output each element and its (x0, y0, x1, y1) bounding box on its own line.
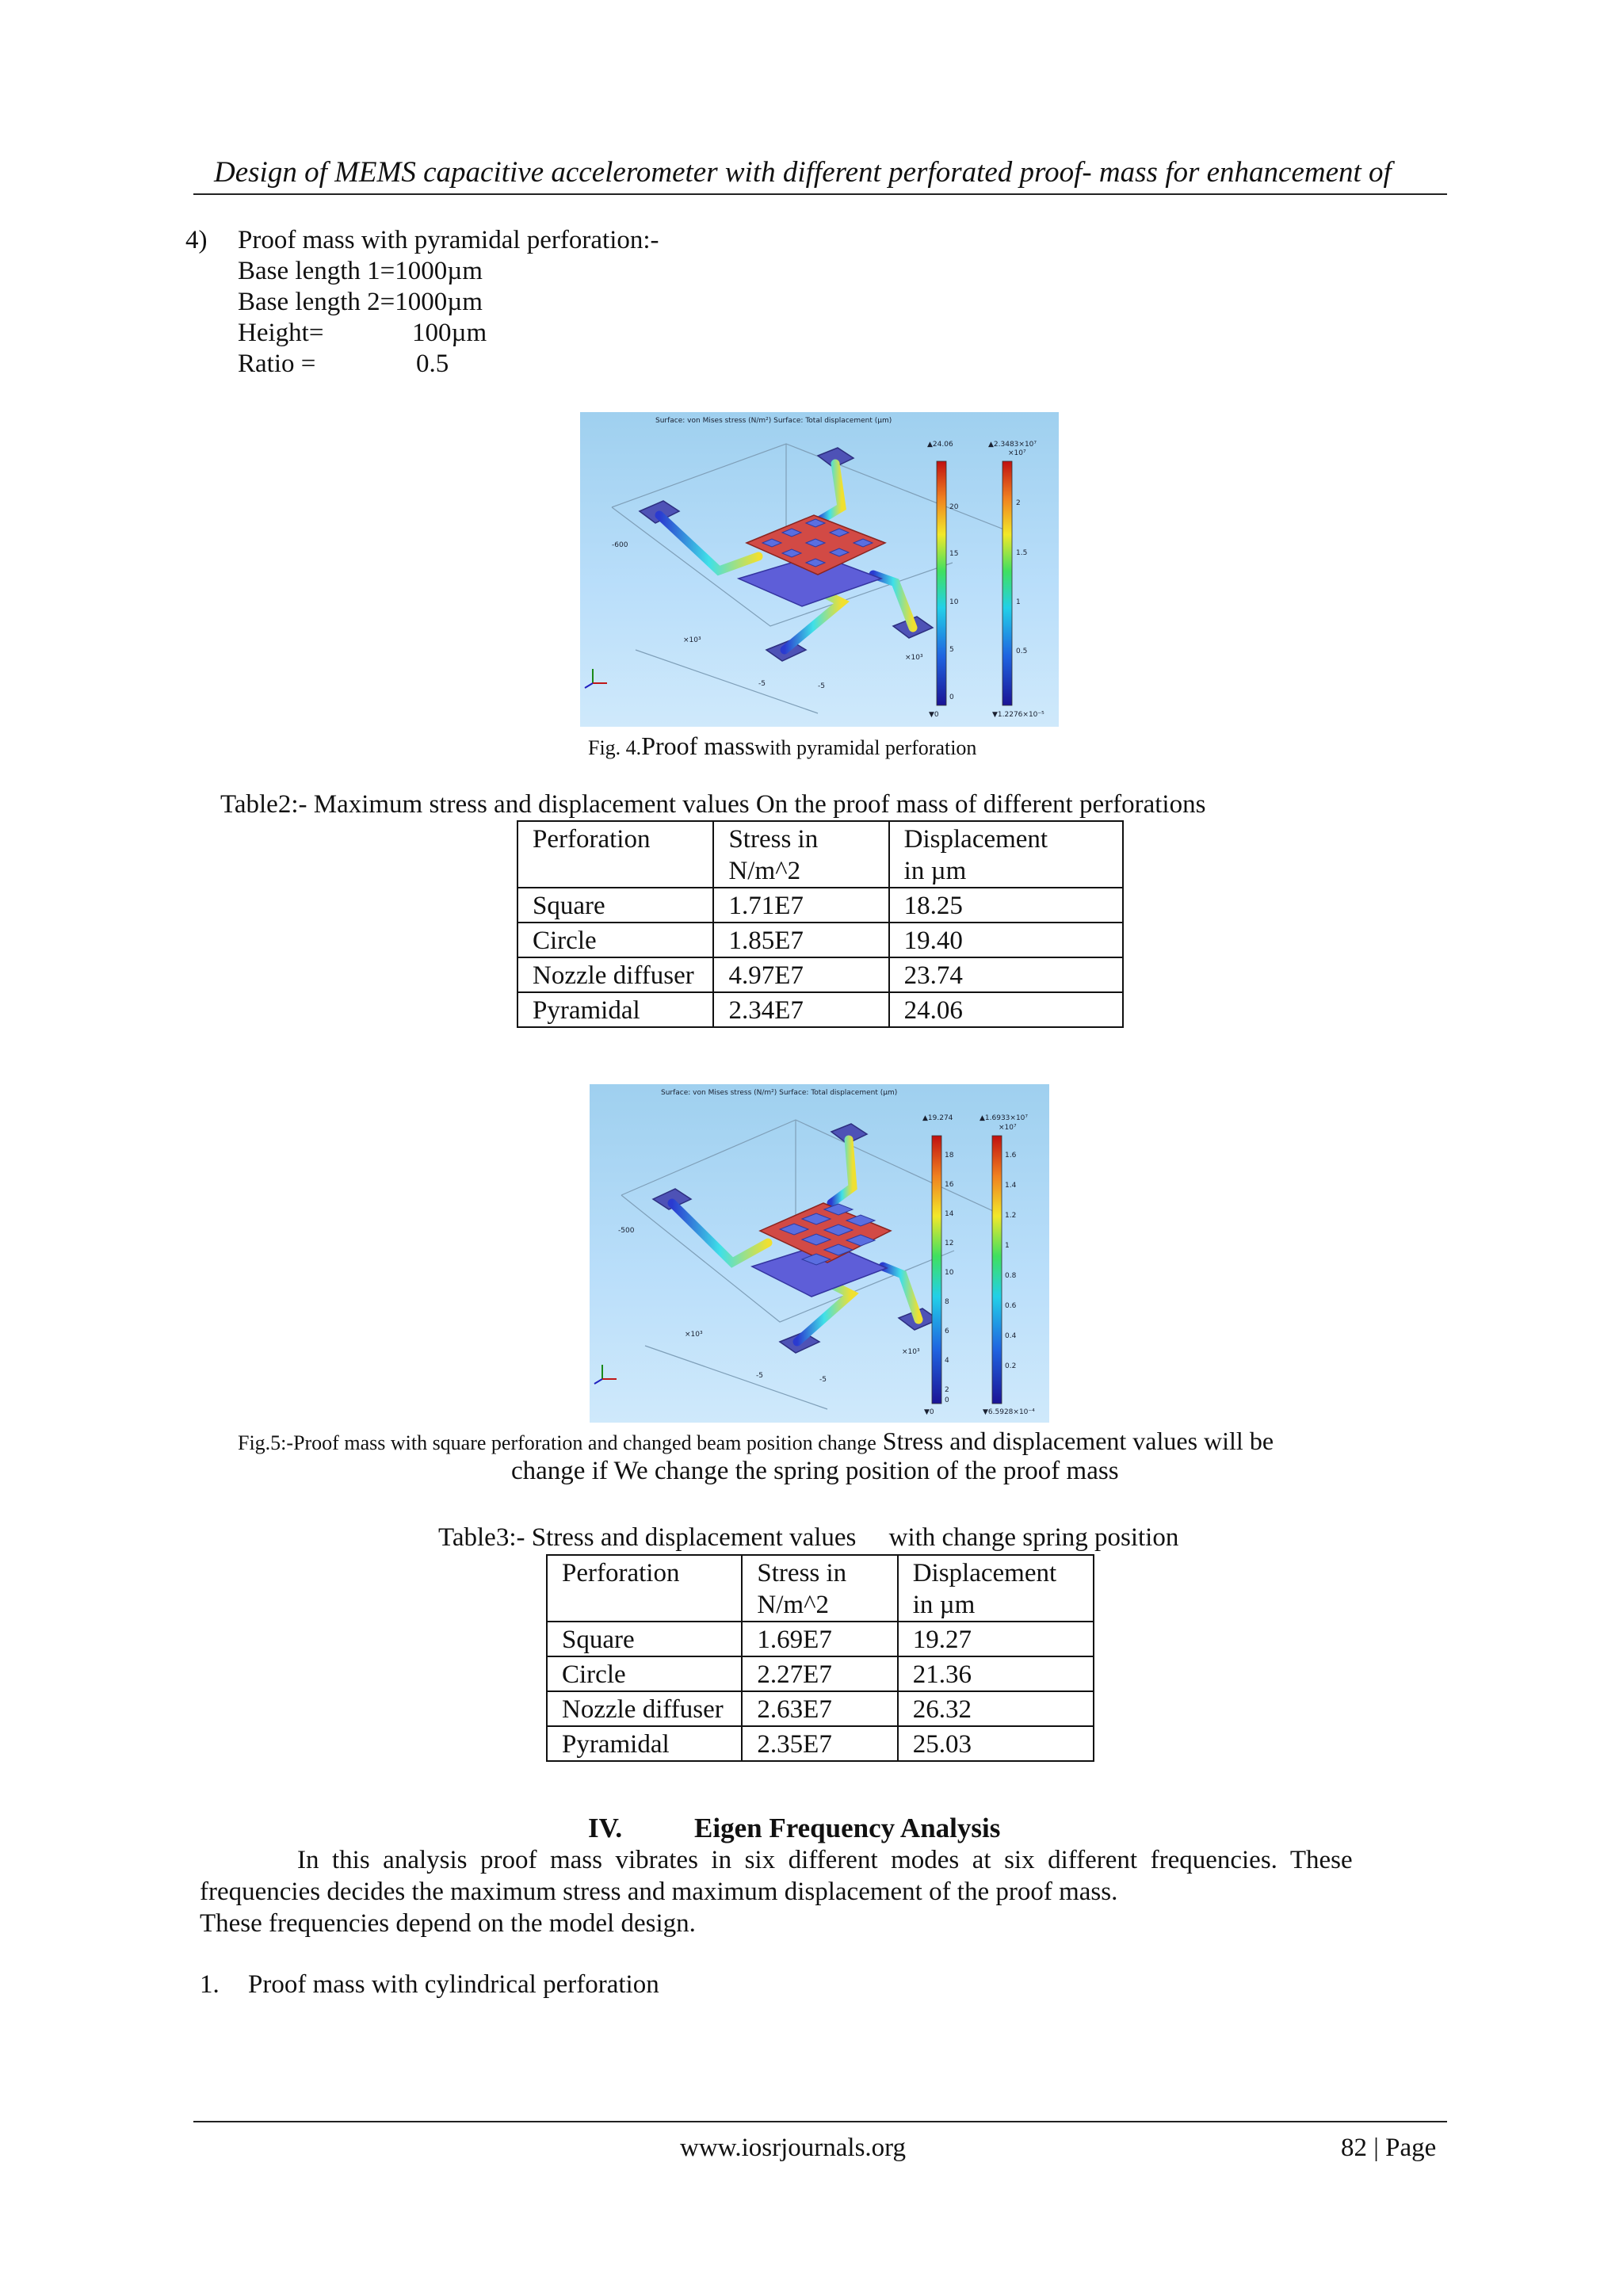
table3-caption: Table3:- Stress and displacement values with change spring position (438, 1523, 1179, 1552)
fig5-stress-tick: 2 (945, 1386, 949, 1394)
fig5-disp-mult: ×10⁷ (999, 1124, 1017, 1132)
header-rule (193, 193, 1447, 195)
fig4-axis-label: ×10³ (905, 654, 923, 662)
table2 (517, 820, 1124, 1028)
fig4-disp-tick: 1 (1016, 598, 1021, 606)
table-cell: 2.27E7 (742, 1656, 897, 1691)
fig5-caption-small: Fig.5:-Proof mass with square perforation and changed beam position change (238, 1431, 876, 1454)
table-row (517, 923, 1123, 957)
fig5-stress-tick: 16 (945, 1181, 954, 1189)
fig4-render (580, 412, 1059, 727)
fig5-disp-tick: 1.6 (1005, 1152, 1017, 1159)
table-row (547, 1726, 1094, 1761)
running-header: Design of MEMS capacitive accelerometer with different perforated proof- mass for enhancement of (214, 156, 1392, 189)
table-cell: 23.74 (889, 957, 1123, 992)
fig4-axis-label: -600 (612, 541, 628, 549)
fig4-caption-big: Proof mass (641, 732, 755, 760)
table-cell: 21.36 (898, 1656, 1094, 1691)
fig4-disp-tick: 2 (1016, 499, 1021, 507)
fig4-stress-min: ▼0 (929, 711, 939, 719)
fig4-stress-tick: 10 (949, 598, 959, 606)
param-value: 100µm (412, 319, 487, 347)
param-label: Base length 2=1000µm (238, 288, 483, 316)
fig4-disp-min: ▼1.2276×10⁻⁵ (992, 711, 1044, 719)
table-cell: 2.35E7 (742, 1726, 897, 1761)
table-cell: 25.03 (898, 1726, 1094, 1761)
table-header-row (547, 1555, 1094, 1622)
table-cell: Nozzle diffuser (517, 957, 713, 992)
fig5-stress-tick: 0 (945, 1396, 949, 1404)
fig5-render (590, 1084, 1049, 1423)
fig5-stress-tick: 14 (945, 1210, 954, 1218)
section-paragraph-line: In this analysis proof mass vibrates in six different modes at six different frequencies. These (297, 1846, 1353, 1874)
table-header-cell: Perforation (517, 821, 713, 888)
table-row (517, 957, 1123, 992)
fig4-stress-max: ▲24.06 (927, 441, 953, 449)
fig5-disp-tick: 1.2 (1005, 1212, 1017, 1220)
table-header-cell: Displacement in µm (898, 1555, 1094, 1622)
footer-page: 82 | Page (1341, 2134, 1437, 2162)
table-header-cell: Perforation (547, 1555, 742, 1622)
table2-caption: Table2:- Maximum stress and displacement values On the proof mass of different perforations (220, 790, 1206, 819)
item1-number: 1. (200, 1970, 220, 1999)
figure-5-caption (238, 1427, 1274, 1456)
table-cell: 24.06 (889, 992, 1123, 1027)
fig5-stress-tick: 4 (945, 1357, 949, 1365)
fig4-stress-tick: 5 (949, 646, 954, 654)
table-row (547, 1656, 1094, 1691)
fig5-stress-tick: 6 (945, 1328, 949, 1335)
param-label: Base length 1=1000µm (238, 257, 483, 285)
fig5-disp-tick: 1 (1005, 1242, 1010, 1250)
table-row (517, 888, 1123, 923)
table-row (547, 1691, 1094, 1726)
fig5-disp-tick: 1.4 (1005, 1182, 1017, 1190)
fig4-disp-tick: 1.5 (1016, 549, 1028, 557)
table-header-cell: Displacement in µm (889, 821, 1123, 888)
section-paragraph-line: frequencies decides the maximum stress and maximum displacement of the proof mass. (200, 1878, 1118, 1906)
fig5-caption-line2: change if We change the spring position of the proof mass (511, 1457, 1119, 1485)
fig5-disp-max: ▲1.6933×10⁷ (980, 1114, 1029, 1122)
fig4-disp-mult: ×10⁷ (1008, 449, 1026, 457)
item1-title: Proof mass with cylindrical perforation (248, 1970, 659, 1999)
table3 (546, 1554, 1094, 1762)
table-cell: Square (547, 1622, 742, 1656)
fig4-axis-label: -5 (818, 682, 825, 690)
item4-title: Proof mass with pyramidal perforation:- (238, 226, 659, 254)
table-cell: Square (517, 888, 713, 923)
fig4-disp-tick: 0.5 (1016, 648, 1028, 655)
section-paragraph-line: These frequencies depend on the model design. (200, 1909, 696, 1938)
fig4-axis-label: -5 (758, 680, 766, 688)
table-cell: Circle (547, 1656, 742, 1691)
fig5-axis-label: -5 (819, 1376, 827, 1384)
fig4-caption-prefix: Fig. 4. (588, 736, 642, 759)
param-label: Height= (238, 319, 324, 347)
table-cell: 18.25 (889, 888, 1123, 923)
table-cell: 1.69E7 (742, 1622, 897, 1656)
fig4-stress-tick: 15 (949, 550, 959, 558)
figure-5-simulation (590, 1084, 1049, 1423)
fig5-axis-label: -500 (618, 1227, 635, 1235)
fig5-axis-label: -5 (756, 1372, 763, 1380)
table-cell: 1.85E7 (713, 923, 888, 957)
fig5-stress-min: ▼0 (924, 1408, 934, 1416)
fig4-caption-rest: with pyramidal perforation (754, 736, 977, 759)
table-cell: Circle (517, 923, 713, 957)
section-number: IV. (588, 1813, 623, 1843)
section-title: Eigen Frequency Analysis (694, 1813, 1001, 1843)
table-row (547, 1622, 1094, 1656)
fig5-stress-tick: 12 (945, 1240, 954, 1247)
fig5-stress-tick: 10 (945, 1269, 954, 1277)
table-cell: Nozzle diffuser (547, 1691, 742, 1726)
fig4-surface-title: Surface: von Mises stress (N/m²) Surface: Total displacement (µm) (655, 417, 892, 425)
fig5-caption-big: Stress and displacement values will be (876, 1427, 1274, 1455)
table-cell: Pyramidal (547, 1726, 742, 1761)
fig5-disp-tick: 0.6 (1005, 1302, 1017, 1310)
table-row (517, 992, 1123, 1027)
table-header-row (517, 821, 1123, 888)
table-cell: 1.71E7 (713, 888, 888, 923)
fig5-disp-tick: 0.2 (1005, 1362, 1017, 1370)
fig5-stress-tick: 8 (945, 1298, 949, 1306)
table-cell: 2.63E7 (742, 1691, 897, 1726)
fig5-axis-label: ×10³ (685, 1331, 703, 1339)
table-cell: 19.27 (898, 1622, 1094, 1656)
param-value: 0.5 (416, 350, 449, 378)
table-cell: 2.34E7 (713, 992, 888, 1027)
fig5-disp-tick: 0.8 (1005, 1272, 1017, 1280)
footer-url: www.iosrjournals.org (680, 2134, 907, 2162)
footer-rule (193, 2121, 1447, 2122)
table-header-cell: Stress in N/m^2 (742, 1555, 897, 1622)
fig4-stress-tick: 0 (949, 693, 954, 701)
param-label: Ratio = (238, 350, 316, 378)
table-cell: Pyramidal (517, 992, 713, 1027)
fig4-axis-label: ×10³ (683, 636, 701, 644)
table-cell: 19.40 (889, 923, 1123, 957)
fig5-axis-label: ×10³ (902, 1348, 920, 1356)
fig5-disp-tick: 0.4 (1005, 1332, 1017, 1340)
fig5-disp-min: ▼6.5928×10⁻⁴ (983, 1408, 1035, 1416)
fig5-stress-tick: 18 (945, 1152, 954, 1159)
table-header-cell: Stress in N/m^2 (713, 821, 888, 888)
fig5-stress-max: ▲19.274 (922, 1114, 953, 1122)
fig4-stress-tick: 20 (949, 503, 959, 511)
fig5-surface-title: Surface: von Mises stress (N/m²) Surface: Total displacement (µm) (661, 1089, 898, 1097)
figure-4-simulation (580, 412, 1059, 727)
figure-4-caption (588, 732, 976, 761)
table-cell: 26.32 (898, 1691, 1094, 1726)
item4-number: 4) (185, 226, 208, 254)
fig4-disp-max: ▲2.3483×10⁷ (988, 441, 1037, 449)
table-cell: 4.97E7 (713, 957, 888, 992)
